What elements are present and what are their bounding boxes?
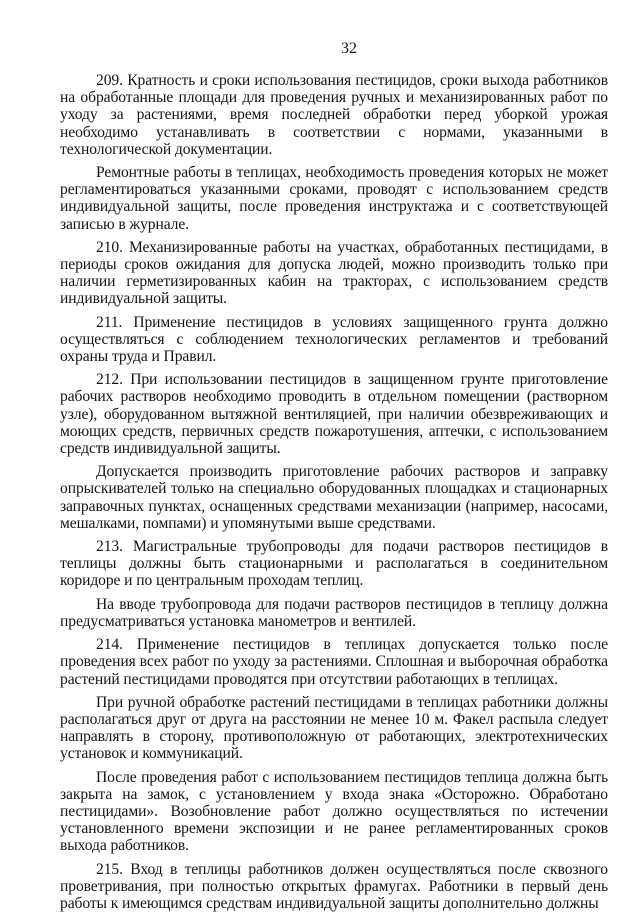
paragraph: 214. Применение пестицидов в теплицах допускается только после проведения всех работ по уходу за растениями. Сплошная и выборочная обработка растений пестицидами проводятся при отсутствии работающих в теплицах. — [60, 636, 608, 688]
paragraph: После проведения работ с использованием пестицидов теплица должна быть закрыта на замок, с установлением у входа знака «Осторожно. Обработано пестицидами». Возобновление работ должно осуществляться по истечении установленного времени экспозиции и не ранее регламентированных сроков выхода работников. — [60, 768, 608, 855]
document-body — [60, 72, 608, 912]
paragraph: Ремонтные работы в теплицах, необходимость проведения которых не может регламентироваться указанными сроками, проводят с использованием средств индивидуальной защиты, после проведения инструктажа и с соответствующей записью в журнале. — [60, 164, 608, 233]
paragraph: На вводе трубопровода для подачи растворов пестицидов в теплицу должна предусматриваться установка манометров и вентилей. — [60, 595, 608, 630]
paragraph: 209. Кратность и сроки использования пестицидов, сроки выхода работников на обработанные площади для проведения ручных и механизированных работ по уходу за растениями, время последней обработки перед уборкой урожая необходимо устанавливать в соответствии с нормами, указанными в технологической документации. — [60, 72, 608, 158]
paragraph: Допускается производить приготовление рабочих растворов и заправку опрыскивателей только на специально оборудованных площадках и стационарных заправочных пунктах, оснащенных средствами механизации (например, насосами, мешалками, помпами) и упомянутыми выше средствами. — [60, 463, 608, 532]
page-number: 32 — [341, 40, 357, 57]
paragraph: 213. Магистральные трубопроводы для подачи растворов пестицидов в теплицы должны быть стационарными и располагаться в соединительном коридоре и по центральным проходам теплиц. — [60, 538, 608, 590]
paragraph: При ручной обработке растений пестицидами в теплицах работники должны располагаться друг от друга на расстоянии не менее 10 м. Факел распыла следует направлять в сторону, противоположную от работающих, электротехнических установок и коммуникаций. — [60, 693, 608, 763]
paragraph: 212. При использовании пестицидов в защищенном грунте приготовление рабочих растворов необходимо проводить в отдельном помещении (растворном узле), оборудованном вытяжной вентиляцией, при наличии обезвреживающих и моющих средств, первичных средств пожаротушения, аптечки, с использованием средств индивидуальной защиты. — [60, 371, 608, 458]
paragraph: 211. Применение пестицидов в условиях защищенного грунта должно осуществляться с соблюдением технологических регламентов и требований охраны труда и Правил. — [60, 313, 608, 366]
paragraph: 215. Вход в теплицы работников должен осуществляться после сквозного проветривания, при полностью открытых фрамугах. Работники в первый день работы к имеющимся средствам индивидуальной защиты дополнительно должны — [60, 860, 608, 912]
paragraph: 210. Механизированные работы на участках, обработанных пестицидами, в периоды сроков ожидания для допуска людей, можно производить только при наличии герметизированных кабин на тракторах, с использованием средств индивидуальной защиты. — [60, 238, 608, 308]
